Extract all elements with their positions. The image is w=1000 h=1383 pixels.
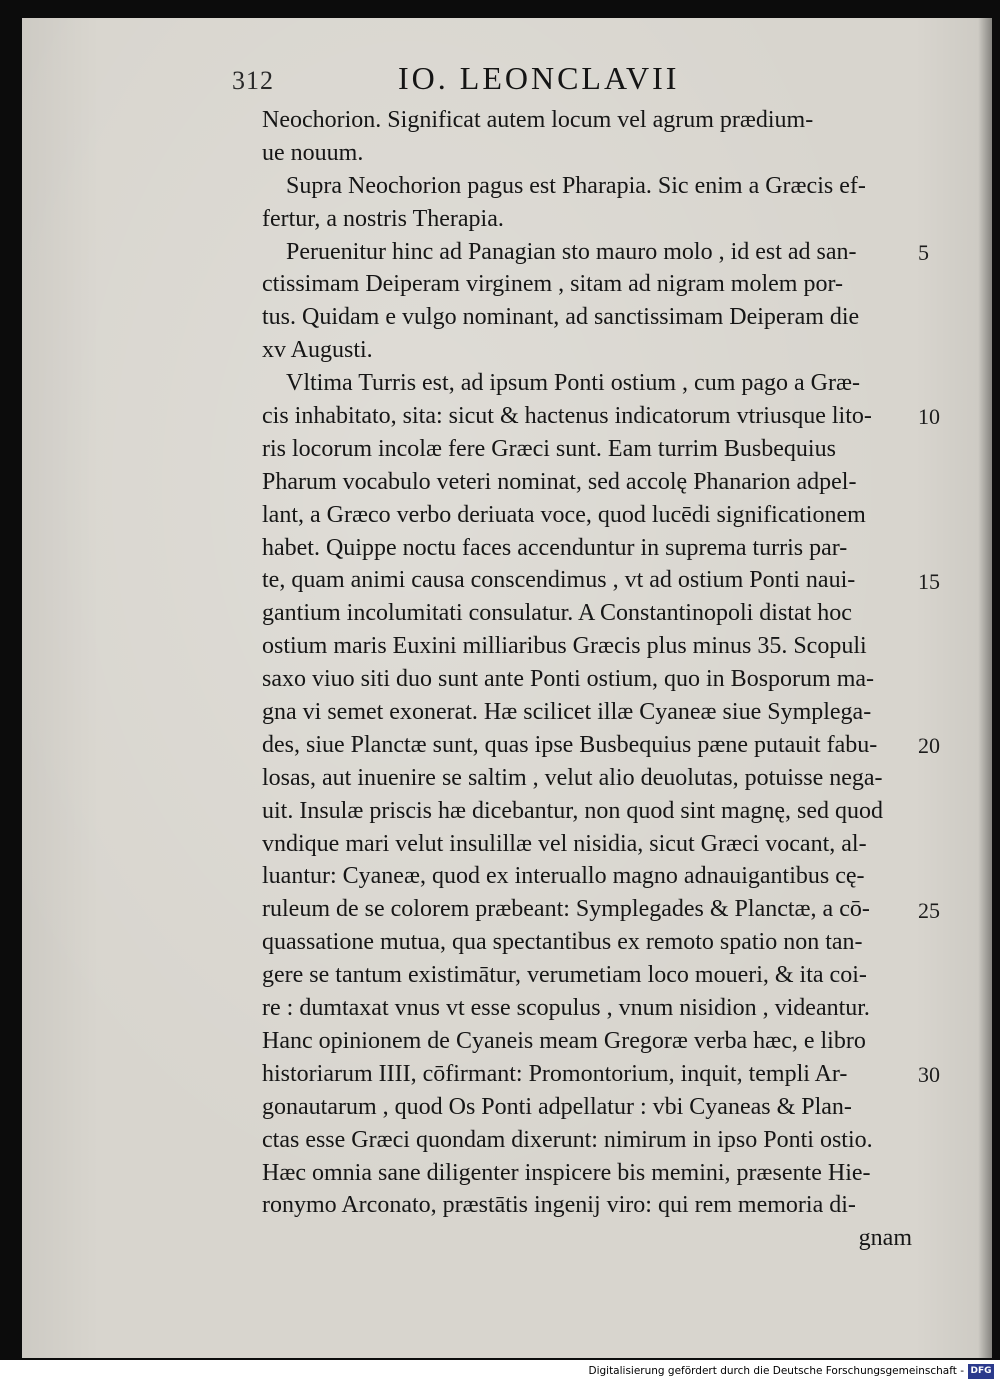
text-line: ctissimam Deiperam virginem , sitam ad nigram molem por- [262,271,843,298]
text-line: te, quam animi causa conscendimus , vt ad ostium Ponti naui- [262,567,856,594]
text-line: ris locorum incolæ fere Græci sunt. Eam turrim Busbequius [262,435,836,462]
margin-line-number: 30 [918,1062,940,1088]
margin-line-number: 5 [918,239,929,265]
text-line: luantur: Cyaneæ, quod ex interuallo magno adnauigantibus cę- [262,863,865,890]
text-line: cis inhabitato, sita: sicut & hactenus indicatorum vtriusque lito- [262,403,872,430]
body-text [262,104,912,1255]
margin-line-number: 25 [918,897,940,923]
text-line: Peruenitur hinc ad Panagian sto mauro molo , id est ad san- [286,238,857,265]
text-line: Neochorion. Significat autem locum vel agrum prædium- [262,107,814,133]
text-line: Hanc opinionem de Cyaneis meam Gregoræ verba hæc, e libro [262,1027,866,1054]
margin-line-number: 15 [918,568,940,594]
text-line: Supra Neochorion pagus est Pharapia. Sic enim a Græcis ef- [286,172,866,199]
text-line: habet. Quippe noctu faces accenduntur in suprema turris par- [262,534,848,561]
text-line: re : dumtaxat vnus vt esse scopulus , vnum nisidion , videantur. [262,995,870,1022]
digitization-footer [0,1360,1000,1383]
text-line: lant, a Græco verbo deriuata voce, quod lucēdi significationem [262,501,866,528]
text-line: uit. Insulæ priscis hæ dicebantur, non quod sint magnę, sed quod [262,797,883,824]
text-line: gere se tantum existimātur, verumetiam loco moueri, & ita coi- [262,962,867,989]
text-line: vndique mari velut insulillæ vel nisidia, sicut Græci vocant, al- [262,830,867,857]
text-line: ue nouum. [262,139,364,166]
text-line: saxo viuo siti duo sunt ante Ponti ostium, quo in Bosporum ma- [262,666,874,693]
text-line: gna vi semet exonerat. Hæ scilicet illæ Cyaneæ siue Symplega- [262,699,872,726]
text-line: ostium maris Euxini milliaribus Græcis plus minus 35. Scopuli [262,633,867,660]
margin-line-number: 20 [918,733,940,759]
text-line: tus. Quidam e vulgo nominant, ad sanctissimam Deiperam die [262,304,860,331]
text-line: Hæc omnia sane diligenter inspicere bis memini, præsente Hie- [262,1159,871,1186]
text-line: historiarum IIII, cōfirmant: Promontorium, inquit, templi Ar- [262,1060,848,1087]
footer-credit: Digitalisierung gefördert durch die Deutsche Forschungsgemeinschaft - [588,1365,964,1377]
text-line: des, siue Planctæ sunt, quas ipse Busbequius pæne putauit fabu- [262,731,878,758]
margin-line-number: 10 [918,404,940,430]
text-line: Pharum vocabulo veteri nominat, sed accolę Phanarion adpel- [262,468,857,495]
text-line: gonautarum , quod Os Ponti adpellatur : vbi Cyaneas & Plan- [262,1093,852,1120]
running-head: IO. LEONCLAVII [398,60,680,96]
gutter-shadow [978,18,992,1358]
text-line: losas, aut inuenire se saltim , velut alio deuolutas, potuisse nega- [262,764,883,791]
text-line: ctas esse Græci quondam dixerunt: nimirum in ipso Ponti ostio. [262,1126,873,1153]
text-line: xv Augusti. [262,337,373,364]
text-line: gnam [858,1225,912,1252]
text-line: fertur, a nostris Therapia. [262,205,504,232]
dfg-logo: DFG [968,1364,994,1379]
page-number: 312 [232,66,274,95]
text-line: quassatione mutua, qua spectantibus ex remoto spatio non tan- [262,929,863,956]
text-line: gantium incolumitati consulatur. A Constantinopoli distat hoc [262,600,852,627]
text-line: Vltima Turris est, ad ipsum Ponti ostium , cum pago a Græ- [286,370,860,397]
text-line: ronymo Arconato, præstātis ingenij viro: qui rem memoria di- [262,1192,856,1219]
text-line: ruleum de se colorem præbeant: Symplegades & Planctæ, a cō- [262,896,870,923]
